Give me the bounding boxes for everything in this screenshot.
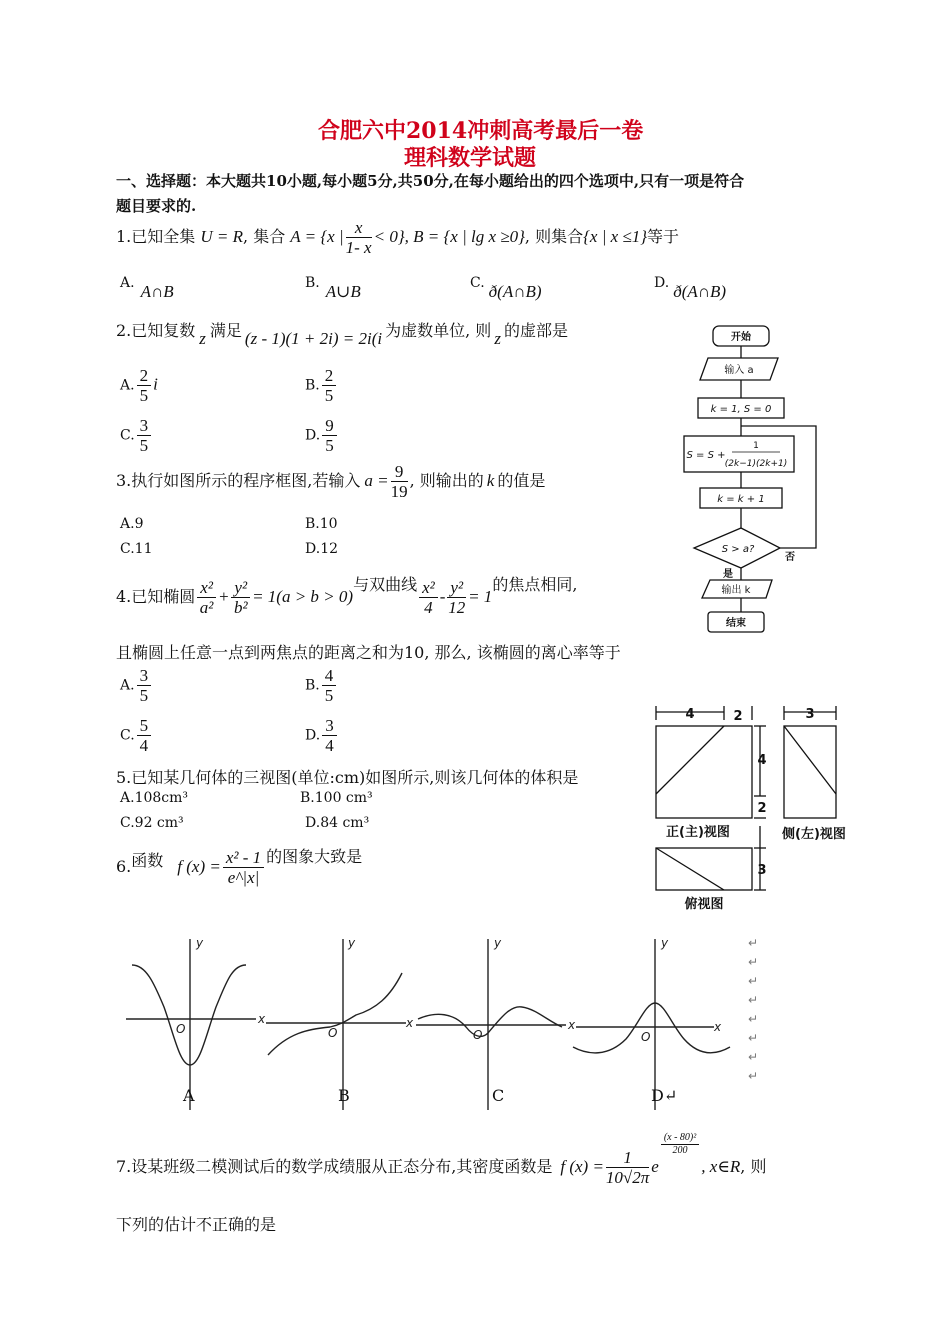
option-fraction xyxy=(137,666,152,705)
dim-4-right: 4 xyxy=(757,753,767,768)
option-label: B. xyxy=(300,790,315,806)
option-suffix: i xyxy=(153,374,158,394)
graph-b[interactable] xyxy=(266,939,406,1110)
question-number: 7. xyxy=(116,1157,132,1176)
q1-text-pre: 已知全集 xyxy=(131,227,196,246)
margin-mark: ↵ xyxy=(748,1050,759,1064)
q4-ellipse-term2 xyxy=(231,578,250,617)
question-2 xyxy=(116,318,568,348)
curve xyxy=(268,973,402,1055)
q2-option-b[interactable] xyxy=(305,366,338,405)
q4-text-pre: 已知椭圆 xyxy=(131,587,196,606)
frac-den: 5 xyxy=(324,386,334,405)
margin-mark: ↵ xyxy=(748,955,759,969)
graph-c[interactable] xyxy=(416,939,566,1110)
section-intro-line2: 题目要求的. xyxy=(116,197,197,215)
graph-b-y-label: y xyxy=(348,936,356,950)
section-intro-line1: 一、选择题：本大题共10小题,每小题5分,共50分,在每小题给出的四个选项中,只有一项是符合 xyxy=(116,172,745,190)
dim-2-top: 2 xyxy=(733,709,743,724)
curve xyxy=(418,1007,562,1037)
side-view-label: 侧(左)视图 xyxy=(782,827,846,842)
q3-text-tail: 的值是 xyxy=(497,471,546,490)
question-number: 3. xyxy=(116,471,132,490)
q3-option-d[interactable] xyxy=(305,541,338,557)
q1-text-post: , 则集合 xyxy=(524,227,584,246)
option-fraction xyxy=(137,416,152,455)
q7-fx: f (x) = xyxy=(560,1157,604,1176)
option-value: 12 xyxy=(320,541,339,557)
question-number: 2. xyxy=(116,321,132,340)
init-label: k = 1, S = 0 xyxy=(710,404,772,415)
frac-num: x² xyxy=(419,578,438,598)
option-value: ð(A∩B) xyxy=(673,282,727,301)
graph-d-y-label: y xyxy=(661,936,669,950)
q4-eq2: = 1 xyxy=(468,587,493,606)
option-label: C. xyxy=(470,275,485,291)
graph-b-x-label: x xyxy=(406,1016,414,1030)
dim-3-right: 3 xyxy=(757,863,767,878)
option-label: C. xyxy=(120,727,135,744)
flowchart xyxy=(680,322,830,642)
front-view xyxy=(656,726,752,818)
q1-set-a-left: A = {x | xyxy=(290,227,344,246)
question-1 xyxy=(116,218,679,257)
q7-fraction xyxy=(606,1148,649,1187)
graph-label-a: A xyxy=(183,1086,195,1105)
graph-d[interactable] xyxy=(573,939,730,1110)
q1-set-c: {x | x ≤1} xyxy=(583,227,648,246)
option-value: 84 cm³ xyxy=(320,815,370,831)
q1-frac-num: x xyxy=(346,218,372,238)
option-label: D. xyxy=(305,541,321,557)
margin-mark: ↵ xyxy=(748,993,759,1007)
graph-b-origin: O xyxy=(328,1026,338,1040)
option-label: C. xyxy=(120,815,135,831)
option-label: A. xyxy=(120,516,135,532)
q5-option-b[interactable] xyxy=(300,790,373,806)
option-fraction xyxy=(322,416,337,455)
start-label: 开始 xyxy=(731,332,751,343)
frac-num: 2 xyxy=(137,366,152,386)
three-view-diagram xyxy=(648,704,868,914)
option-label: B. xyxy=(305,516,320,532)
margin-mark: ↵ xyxy=(748,936,759,950)
margin-mark: ↵ xyxy=(748,974,759,988)
dim-2-right: 2 xyxy=(757,801,767,816)
q4-hyper-term1 xyxy=(419,578,438,617)
frac-num: 2 xyxy=(322,366,337,386)
frac-den: 12 xyxy=(448,598,466,617)
frac-den: 5 xyxy=(324,686,334,705)
frac-den: 200 xyxy=(672,1145,688,1156)
question-3 xyxy=(116,462,545,501)
frac-den: 4 xyxy=(139,736,149,755)
q3-frac-num: 9 xyxy=(391,462,408,482)
frac-den: 5 xyxy=(325,436,334,455)
q1-frac-den: 1- x xyxy=(345,238,372,257)
front-view-label: 正(主)视图 xyxy=(666,825,730,840)
graph-a-origin: O xyxy=(176,1022,186,1036)
q3-fraction xyxy=(391,462,408,501)
q2-option-c[interactable] xyxy=(120,416,153,455)
q7-text-tail: , 则 xyxy=(740,1157,767,1176)
option-label: C. xyxy=(120,427,135,444)
option-label: D. xyxy=(305,427,321,444)
q4-text-mid: 与双曲线 xyxy=(353,575,418,594)
q7-e: e xyxy=(651,1157,659,1176)
graph-a[interactable] xyxy=(126,939,256,1110)
frac-num: 3 xyxy=(137,416,152,436)
frac-num: 4 xyxy=(322,666,337,686)
frac-den: e^|x| xyxy=(227,868,260,887)
q2-text-post: 为虚数单位, 则 xyxy=(385,321,492,340)
inc-label: k = k + 1 xyxy=(717,494,765,505)
update-s-den: (2k−1)(2k+1) xyxy=(724,459,788,469)
graph-label-b: B xyxy=(338,1086,350,1105)
option-value: A∪B xyxy=(325,282,361,301)
q2-text-tail: 的虚部是 xyxy=(503,321,568,340)
frac-den: b² xyxy=(233,598,248,617)
q7-exponent xyxy=(661,1132,699,1157)
q4-plus: + xyxy=(217,587,230,606)
q3-option-c[interactable] xyxy=(120,541,153,557)
frac-num: (x - 80)² xyxy=(661,1132,699,1145)
frac-den: 4 xyxy=(424,598,433,617)
graph-c-origin: O xyxy=(473,1028,483,1042)
frac-num: x² xyxy=(197,578,216,598)
option-label: A. xyxy=(120,790,135,806)
option-label: D. xyxy=(305,727,321,744)
question-4 xyxy=(116,575,578,617)
q6-text-tail: 的图象大致是 xyxy=(266,847,363,866)
q3-option-b[interactable] xyxy=(305,516,338,532)
margin-mark: ↵ xyxy=(748,1069,759,1083)
yes-label: 是 xyxy=(723,569,733,580)
no-label: 否 xyxy=(785,552,795,563)
q3-frac-den: 19 xyxy=(390,482,408,501)
q5-option-d[interactable] xyxy=(305,815,369,831)
cond-label: S > a? xyxy=(721,544,755,555)
frac-num: x² - 1 xyxy=(223,848,264,868)
option-value: 11 xyxy=(134,541,153,557)
top-view xyxy=(656,848,752,890)
frac-num: y² xyxy=(447,578,466,598)
q2-option-d[interactable] xyxy=(305,416,339,455)
option-value: 108cm³ xyxy=(134,790,189,806)
q4-minus: - xyxy=(439,587,446,606)
margin-mark: ↵ xyxy=(748,1012,759,1026)
top-view-diagonal xyxy=(656,848,724,890)
frac-num: 5 xyxy=(137,716,152,736)
q4-hyper-term2 xyxy=(447,578,466,617)
option-value: 10 xyxy=(319,516,338,532)
side-view xyxy=(784,726,836,818)
q2-expr: (z - 1)(1 + 2i) = 2i(i xyxy=(244,329,383,348)
q7-text-pre: 设某班级二模测试后的数学成绩服从正态分布,其密度函数是 xyxy=(131,1157,553,1176)
option-value: A∩B xyxy=(140,282,174,301)
frac-den: 10√2π xyxy=(605,1168,650,1187)
q4-option-a[interactable] xyxy=(120,666,153,705)
q1-option-a[interactable] xyxy=(120,272,174,301)
frac-den: a² xyxy=(199,598,214,617)
graph-a-x-label: x xyxy=(258,1012,266,1026)
q1-text-tail: 等于 xyxy=(647,227,680,246)
option-label: B. xyxy=(305,377,320,394)
graph-d-origin: O xyxy=(641,1030,651,1044)
margin-mark: ↵ xyxy=(748,1031,759,1045)
option-fraction xyxy=(137,366,152,405)
q6-fraction xyxy=(223,848,264,887)
front-view-diagonal xyxy=(656,726,724,794)
dim-4-top: 4 xyxy=(685,707,695,722)
q4-eq1: = 1(a > b > 0) xyxy=(252,587,354,606)
q3-k: k xyxy=(486,471,495,490)
frac-den: 5 xyxy=(139,386,149,405)
q1-option-d[interactable] xyxy=(654,272,727,301)
q4-option-b[interactable] xyxy=(305,666,338,705)
graph-d-x-label: x xyxy=(714,1020,722,1034)
q4-option-c[interactable] xyxy=(120,716,153,755)
option-fraction xyxy=(322,666,337,705)
end-label: 结束 xyxy=(726,618,746,629)
frac-den: 5 xyxy=(139,686,149,705)
q3-var: a = xyxy=(364,471,389,490)
q2-z: z xyxy=(199,329,206,348)
q2-text-mid: 满足 xyxy=(209,321,242,340)
question-number: 1. xyxy=(116,227,132,246)
option-label: A. xyxy=(120,377,135,394)
q6-text-pre: 函数 xyxy=(131,851,164,870)
paper-subtitle: 理科数学试题 xyxy=(404,145,537,171)
input-label: 输入 a xyxy=(724,365,754,376)
frac-den: 4 xyxy=(325,736,334,755)
question-7 xyxy=(116,1132,767,1187)
q1-fraction xyxy=(346,218,372,257)
q4-line2: 且椭圆上任意一点到两焦点的距离之和为10, 那么, 该椭圆的离心率等于 xyxy=(116,643,621,662)
question-5 xyxy=(116,765,578,788)
option-label: A. xyxy=(120,275,135,291)
q7-line2: 下列的估计不正确的是 xyxy=(116,1215,277,1234)
q4-text-tail: 的焦点相同, xyxy=(492,575,578,594)
q1-set-b: , B = {x | lg x ≥0} xyxy=(404,227,525,246)
graph-a-y-label: y xyxy=(196,936,204,950)
q5-text: 已知某几何体的三视图(单位:cm)如图所示,则该几何体的体积是 xyxy=(131,768,579,787)
dim-3-top: 3 xyxy=(805,707,815,722)
question-number: 4. xyxy=(116,587,132,606)
q5-option-a[interactable] xyxy=(120,790,188,806)
output-label: 输出 k xyxy=(721,585,751,596)
q1-text-mid: , 集合 xyxy=(243,227,286,246)
frac-num: 1 xyxy=(606,1148,649,1168)
question-number: 5. xyxy=(116,768,132,787)
q2-z2: z xyxy=(494,329,501,348)
update-s-prefix: S = S + xyxy=(686,450,726,461)
q1-option-c[interactable] xyxy=(470,272,542,301)
side-view-diagonal xyxy=(784,726,836,794)
q6-graphs xyxy=(118,935,738,1115)
q4-ellipse-term1 xyxy=(197,578,216,617)
q3-text-post: , 则输出的 xyxy=(409,471,484,490)
question-6 xyxy=(116,848,362,887)
graph-label-c: C xyxy=(492,1086,505,1105)
curve xyxy=(573,1003,730,1053)
question-number: 6. xyxy=(116,857,132,876)
frac-num: 3 xyxy=(322,716,337,736)
q1-universe: U = R xyxy=(200,227,244,246)
paper-title: 合肥六中2014冲刺高考最后一卷 xyxy=(318,118,644,144)
top-view-label: 俯视图 xyxy=(684,897,724,912)
q4-option-d[interactable] xyxy=(305,716,339,755)
option-value: 9 xyxy=(134,516,144,532)
option-fraction xyxy=(322,716,337,755)
frac-den: 5 xyxy=(139,436,149,455)
graph-c-x-label: x xyxy=(568,1018,576,1032)
option-label: C. xyxy=(120,541,135,557)
update-s-num: 1 xyxy=(753,441,759,451)
q3-text-pre: 执行如图所示的程序框图,若输入 xyxy=(131,471,361,490)
q7-domain: , x∈R xyxy=(701,1157,741,1176)
frac-num: y² xyxy=(231,578,250,598)
q6-fx: f (x) = xyxy=(177,857,221,876)
frac-num: 9 xyxy=(322,416,337,436)
q3-option-a[interactable] xyxy=(120,516,143,532)
q2-option-a[interactable] xyxy=(120,366,158,405)
option-label: D. xyxy=(654,275,670,291)
q1-set-a-right: < 0} xyxy=(373,227,405,246)
option-label: A. xyxy=(120,677,135,694)
option-label: D. xyxy=(305,815,321,831)
graph-c-y-label: y xyxy=(494,936,502,950)
option-value: ð(A∩B) xyxy=(488,282,542,301)
option-value: 92 cm³ xyxy=(134,815,184,831)
option-fraction xyxy=(322,366,337,405)
q5-option-c[interactable] xyxy=(120,815,184,831)
option-label: B. xyxy=(305,677,320,694)
option-label: B. xyxy=(305,275,320,291)
margin-marks xyxy=(748,934,762,1086)
option-value: 100 cm³ xyxy=(314,790,373,806)
frac-num: 3 xyxy=(137,666,152,686)
option-fraction xyxy=(137,716,152,755)
q2-text-pre: 已知复数 xyxy=(131,321,196,340)
curve xyxy=(132,965,246,1065)
q1-option-b[interactable] xyxy=(305,272,361,301)
graph-label-d: D↵ xyxy=(651,1086,678,1105)
